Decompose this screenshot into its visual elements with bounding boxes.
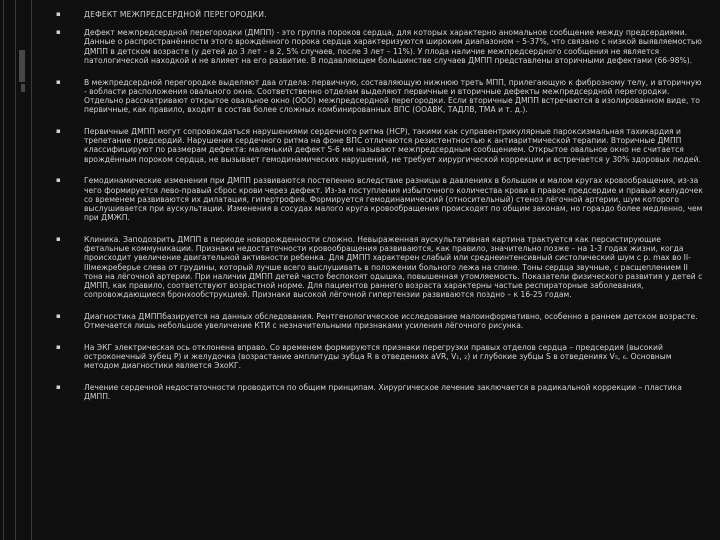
bullet-icon: ▪	[56, 176, 61, 185]
paragraph-text: Дефект межпредсердной перегородки (ДМПП) - это группа пороков сердца, для которых характерно аномальное сообщение между предсердиями. Данные о распространённости этого врождённого порока сердца характеризуются широким диапазоном – 5-37%, что связано с низкой выявляемостью ДМПП в детском возрасте (у детей до 3 лет – в 2, 5% случаев, после 3 лет – 11%). У плода наличие межпредсердного сообщения не является патологической находкой и не влияет на его развитие. В подавляющем большинстве случаев ДМПП представлены вторичными дефектами (66-98%).	[84, 28, 702, 65]
decor-line	[15, 0, 16, 540]
bullet-icon: ▪	[56, 77, 61, 86]
paragraph-text: Гемодинамические изменения при ДМПП развиваются постепенно вследствие разницы в давлениях в большом и малом кругах кровообращения, из-за чего формируется лево-правый сброс крови через дефект. Из-за поступления избыточного количества крови в правое предсердие и правый желудочек со временем развиваются их дилатация, гипертрофия. Формируется гемодинамический (относительный) стеноз лёгочной артерии, шум которого выслушивается при аускультации. Изменения в сосудах малого круга кровообращения происходят по общим законам, но гораздо более медленно, чем при ДМЖП.	[84, 176, 703, 223]
decor-block	[21, 84, 25, 92]
slide-decoration	[0, 0, 40, 540]
decor-line	[31, 0, 32, 540]
list-item	[56, 78, 706, 115]
bullet-icon: ▪	[56, 127, 61, 136]
paragraph-text: Диагностика ДМППбазируется на данных обследования. Рентгенологическое исследование малоинформативно, особенно в раннем детском возрасте. Отмечается лишь небольшое увеличение КТИ с незначительными признаками усиления лёгочного рисунка.	[84, 312, 698, 331]
bullet-icon: ▪	[56, 312, 61, 321]
list-item	[56, 383, 706, 401]
bullet-icon: ▪	[56, 343, 61, 352]
slide-content	[56, 10, 706, 414]
list-item	[56, 127, 706, 164]
list-item	[56, 28, 706, 65]
paragraph-text: Первичные ДМПП могут сопровождаться нарушениями сердечного ритма (НСР), такими как суправентрикулярные пароксизмальная тахикардия и трепетание предсердий. Нарушения сердечного ритма на фоне ВПС отличаются резистентностью к антиаритмической терапии. Вторичные ДМПП классифицируют по размерам дефекта: маленький дефект 5-6 мм называют межпредсердным сообщением. Открытое овальное окно не считается врождённым пороком сердца, не вызывает гемодинамических нарушений, не требует хирургической коррекции и встречается у 30% здоровых людей.	[84, 127, 701, 164]
slide-title: ДЕФЕКТ МЕЖПРЕДСЕРДНОЙ ПЕРЕГОРОДКИ.	[84, 10, 267, 19]
decor-block	[19, 50, 25, 82]
bullet-icon: ▪	[56, 235, 61, 244]
list-item	[56, 176, 706, 222]
paragraph-text: В межпредсердной перегородке выделяют два отдела: первичную, составляющую нижнюю треть МПП, прилегающую к фиброзному телу, и вторичную - вобласти расположения овального окна. Соответственно отделам выделяют первичные и вторичные дефекты межпредсердной перегородки. Отдельно рассматривают открытое овальное окно (ООО) межпредсердной перегородки. Если вторичные ДМПП встречаются в изолированном виде, то первичные, как правило, входят в состав более сложных комбинированных ВПС (ООАВК, ТАДЛВ, ТМА и т. д.).	[84, 77, 702, 115]
list-item	[56, 312, 706, 330]
paragraph-text: На ЭКГ электрическая ось отклонена вправо. Со временем формируются признаки перегрузки правых отделов сердца – предсердия (высокий остроконечный зубец Р) и желудочка (возрастание амплитуды зубца R в отведениях aVR, V₁, ₂) и глубокие зубцы S в отведениях V₅, ₆. Основным методом диагностики является ЭхоКГ.	[84, 343, 672, 371]
bullet-icon: ▪	[56, 10, 61, 18]
bullet-icon: ▪	[56, 383, 61, 392]
paragraph-text: Лечение сердечной недостаточности проводится по общим принципам. Хирургическое лечение заключается в радикальной коррекции – пластика ДМПП.	[84, 383, 682, 402]
list-item	[56, 235, 706, 299]
decor-line	[3, 0, 4, 540]
paragraph-text: Клиника. Заподозрить ДМПП в периоде новорожденности сложно. Невыраженная аускультативная картина трактуется как персистирующие фетальные коммуникации. Признаки недостаточности кровообращения развиваются, как правило, значительно позже – на 1-3 годах жизни, когда происходит увеличение двигательной активности ребенка. Для ДМПП характерен слабый или среднеинтенсивный систолический шум с р. max во II-IIIмежреберье слева от грудины, который лучше всего выслушивать в положении больного лежа на спине. Тоны сердца звучные, с расщеплением II тона на лёгочной артерии. При наличии ДМПП детей часто беспокоят одышка, повышенная утомляемость. Показатели физического развития у детей с ДМПП, как правило, соответствуют возрастной норме. Для пациентов раннего возраста характерны частые респираторные заболевания, сопровождающиеся бронхообструкцией. Признаки высокой лёгочной гипертензии развиваются поздно – к 16-25 годам.	[84, 235, 703, 300]
list-item-title	[56, 10, 706, 19]
bullet-icon: ▪	[56, 28, 61, 37]
list-item	[56, 343, 706, 371]
